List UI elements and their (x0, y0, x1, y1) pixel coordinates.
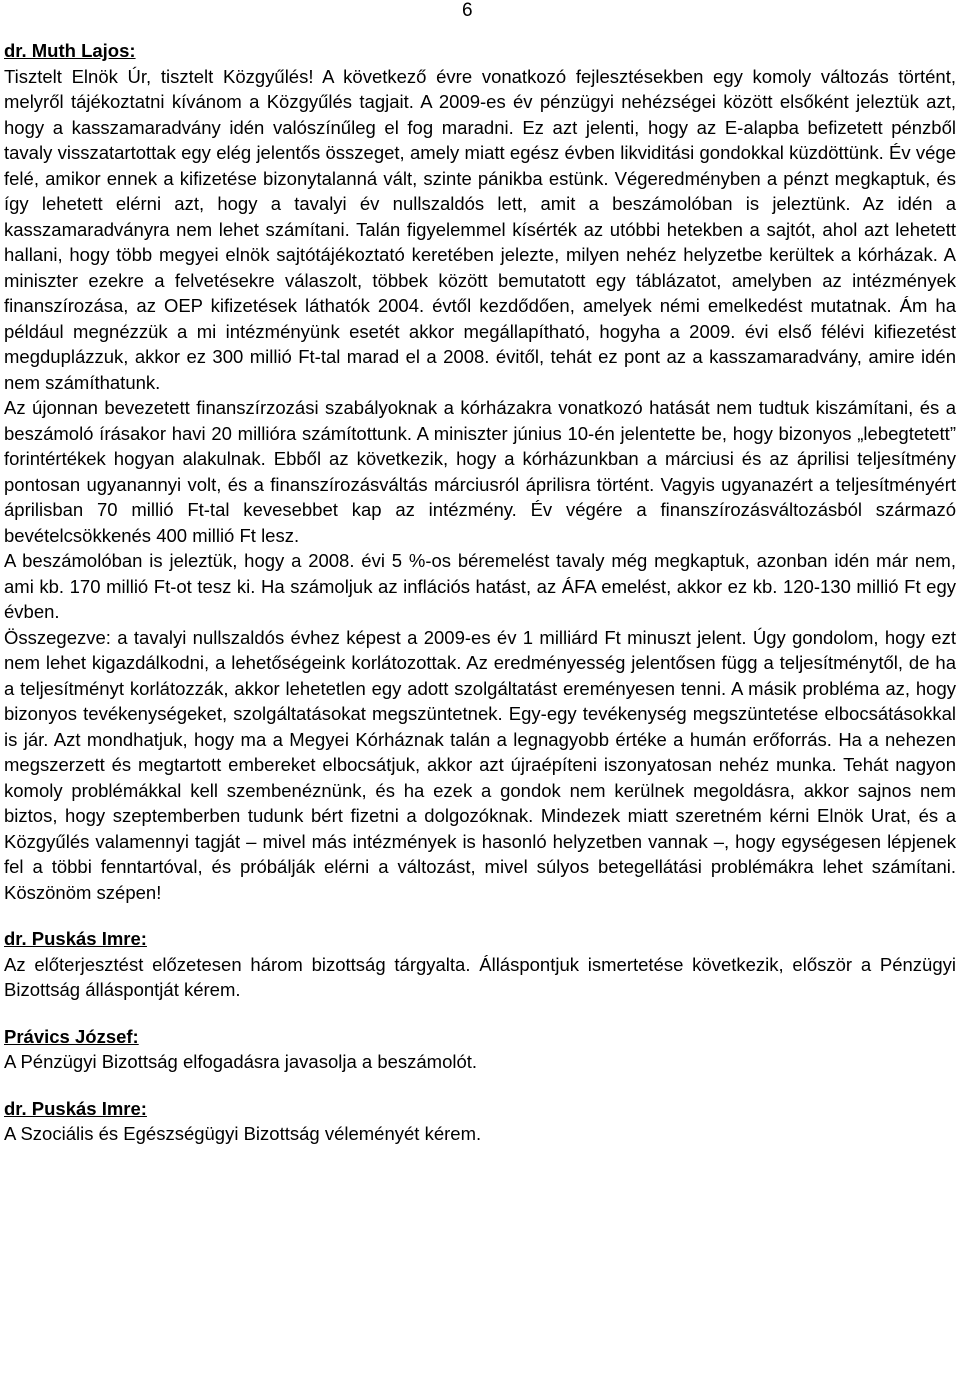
speech-paragraph: A beszámolóban is jeleztük, hogy a 2008. évi 5 %-os béremelést tavaly még megkaptuk, azonban idén már nem, ami kb. 170 millió Ft-ot tesz ki. Ha számoljuk az inflációs hatást, az ÁFA emelést, akkor ez kb. 120-130 millió Ft egy évben. (4, 550, 956, 622)
section-spacer (4, 1075, 956, 1096)
speech-paragraph: A Pénzügyi Bizottság elfogadásra javasolja a beszámolót. (4, 1051, 478, 1072)
speech-paragraph: Összegezve: a tavalyi nullszaldós évhez képest a 2009-es év 1 milliárd Ft minuszt jelent. Úgy gondolom, hogy ezt nem lehet kigazdálkodni, a lehetőségeink korlátozottak. Az eredményesség jelentősen függ a teljesítménytől, de ha a teljesítményt korlátozzák, akkor lehetetlen egy adott szolgáltatást ereményesen tenni. A másik probléma az, hogy bizonyos tevékenységeket, szolgáltatásokat megszüntetnek. Egy-egy tevékenység megszüntetése elbocsátásokkal is jár. Azt mondhatjuk, hogy ma a Megyei Kórháznak talán a legnagyobb értéke a humán erőforrás. Ha a nehezen megszerzett és megtartott embereket elbocsátjuk, akkor azt újraépíteni iszonyatosan nehéz munka. Tehát nagyon komoly problémákkal kell szembenéznünk, és ha ezek a gondok nem kerülnek megoldásra, akkor sajnos nem biztos, hogy szeptemberben tudunk bért fizetni a dolgozóknak. Mindezek miatt szeretném kérni Elnök Urat, és a Közgyűlés valamennyi tagját – mivel más intézmények is hasonló helyzetben vannak –, hogy egységesen lépjenek fel a többi fenntartóval, és próbálják elérni a változást, mivel súlyos betegellátási problémákra lehet számítani. Köszönöm szépen! (4, 626, 956, 903)
speech-paragraph: Az újonnan bevezetett finanszírzozási szabályoknak a kórházakra vonatkozó hatását nem tudtuk kiszámítani, és a beszámoló írásakor havi 20 millióra számítottunk. A miniszter június 10-én jelentette be, hogy bizonyos „lebegtetett” forintértékek hogyan alakulnak. Ebből az következik, hogy a kórházunkban a márciusi és az áprilisi teljesítmény pontosan ugyanannyi volt, és a finanszírozásváltás márciusról áprilisra történt. Vagyis ugyanazért a teljesítményért áprilisban 70 millió Ft-tal kevesebbet kap az intézmény. Év végére a finanszírozásváltozásból származó bevételcsökkenés 400 millió Ft lesz. (4, 397, 956, 546)
speaker-name: dr. Puskás Imre: (4, 1097, 147, 1119)
page-number: 6 (462, 0, 473, 21)
speaker-name: Právics József: (4, 1025, 139, 1047)
section-spacer (4, 1003, 956, 1024)
section-spacer (4, 905, 956, 926)
speech-section (4, 1024, 956, 1075)
speech-section (4, 926, 956, 1003)
speech-paragraph: Tisztelt Elnök Úr, tisztelt Közgyűlés! A következő évre vonatkozó fejlesztésekben egy komoly változás történt, melyről tájékoztatni kívánom a Közgyűlés tagjait. A 2009-es év pénzügyi nehézségei között elsőként jeleztük azt, hogy a kasszamaradvány idén valószínűleg el fog maradni. Ez azt jelenti, hogy az E-alapba befizetett pénzből tavaly visszatartottak egy elég jelentős összeget, amely miatt egész évben likviditási gondokkal küzdöttünk. Év vége felé, amikor ennek a kifizetése bizonytalanná vált, szinte pánikba estünk. Végeredményben a pénzt megkaptuk, és így lehetett elérni azt, hogy a tavalyi év nullszaldós lett, amit a beszámolóban is jeleztünk. Az idén a kasszamaradványra nem lehet számítani. Talán figyelemmel kísérték az utóbbi hetekben a sajtót, ahol azt lehetett hallani, hogy több megyei elnök sajtótájékoztató keretében jelezte, milyen nehéz helyzetbe kerültek a kórházak. A miniszter ezekre a felvetésekre válaszolt, többek között bemutatott egy táblázatot, amelyben az intézmények finanszírozása, az OEP kifizetések láthatók 2004. évtől kezdődően, amelyek némi emelkedést mutatnak. Ám ha például megnézzük a mi intézményünk esetét akkor megállapítható, hogyha a 2009. évi első félévi kifiezetést megduplázzuk, akkor ez 300 millió Ft-tal marad el a 2008. évitől, tehát ez pont az a kasszamaradvány, amire idén nem számíthatunk. (4, 65, 956, 393)
speaker-name: dr. Puskás Imre: (4, 928, 147, 949)
speaker-name: dr. Muth Lajos: (4, 40, 136, 61)
speech-section (4, 1096, 956, 1147)
speech-paragraph: A Szociális és Egészségügyi Bizottság véleményét kérem. (4, 1123, 482, 1144)
transcript-body (4, 38, 956, 1147)
speech-section (4, 38, 956, 905)
speech-paragraph: Az előterjesztést előzetesen három bizottság tárgyalta. Álláspontjuk ismertetése következik, először a Pénzügyi Bizottság álláspontját kérem. (4, 953, 956, 1000)
